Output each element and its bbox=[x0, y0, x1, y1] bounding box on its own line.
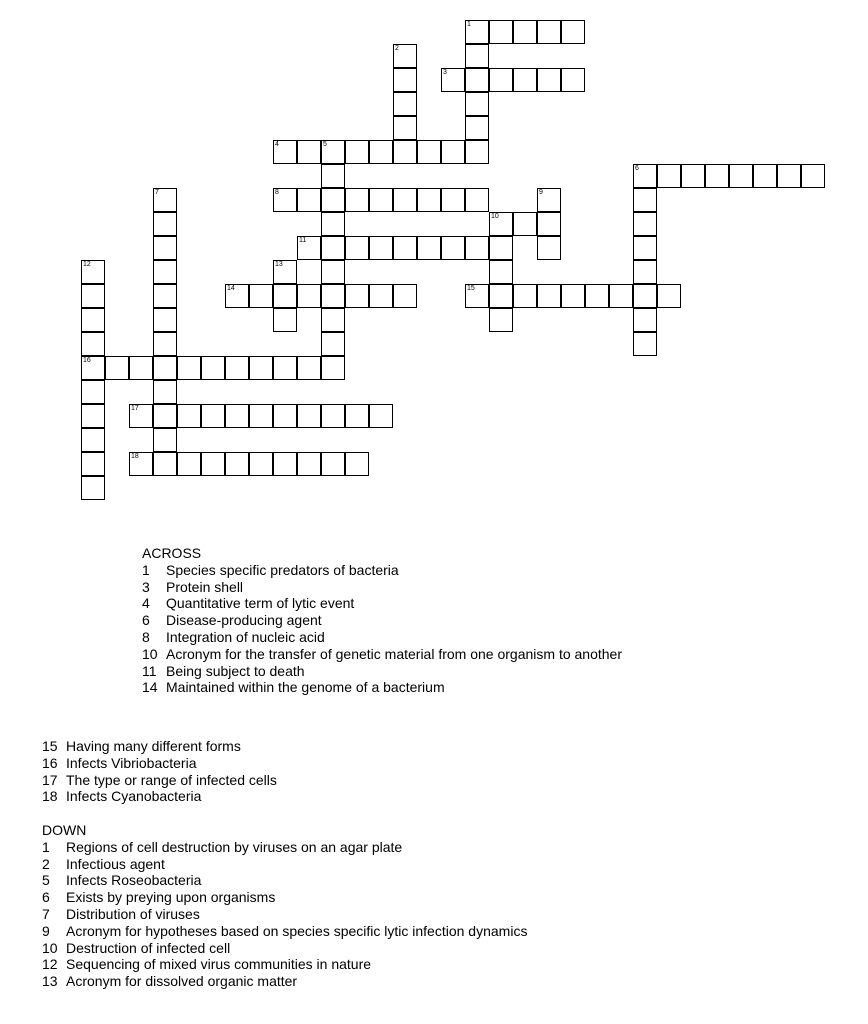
grid-cell[interactable] bbox=[657, 164, 681, 188]
across-clues-block bbox=[142, 545, 622, 696]
clue-number-label: 13 bbox=[275, 261, 283, 268]
grid-cell[interactable] bbox=[465, 284, 489, 308]
clue-number-label: 2 bbox=[395, 45, 399, 52]
down-clue-5 bbox=[42, 872, 527, 889]
clue-text: Sequencing of mixed virus communities in nature bbox=[66, 956, 372, 973]
grid-cell[interactable] bbox=[321, 452, 345, 476]
across-clue-14 bbox=[142, 679, 622, 696]
across-clue-18 bbox=[42, 788, 277, 805]
grid-cell[interactable] bbox=[681, 164, 705, 188]
across-clue-list-continued bbox=[42, 738, 277, 805]
grid-cell[interactable] bbox=[489, 308, 513, 332]
grid-cell[interactable] bbox=[561, 20, 585, 44]
clue-text: Species specific predators of bacteria bbox=[166, 561, 399, 578]
grid-cell[interactable] bbox=[441, 188, 465, 212]
grid-cell[interactable] bbox=[393, 140, 417, 164]
grid-cell[interactable] bbox=[489, 20, 513, 44]
grid-cell[interactable] bbox=[345, 452, 369, 476]
across-clue-list bbox=[142, 562, 622, 696]
grid-cell[interactable] bbox=[441, 236, 465, 260]
down-clue-7 bbox=[42, 906, 527, 923]
across-clue-16 bbox=[42, 755, 277, 772]
grid-cell[interactable] bbox=[513, 68, 537, 92]
down-clue-2 bbox=[42, 856, 527, 873]
grid-cell[interactable] bbox=[273, 140, 297, 164]
grid-cell[interactable] bbox=[633, 332, 657, 356]
clue-number-label: 18 bbox=[131, 453, 139, 460]
clue-number: 18 bbox=[42, 788, 58, 805]
grid-cell[interactable] bbox=[393, 68, 417, 92]
grid-cell[interactable] bbox=[489, 68, 513, 92]
grid-cell[interactable] bbox=[489, 260, 513, 284]
clue-number: 17 bbox=[42, 771, 58, 788]
grid-cell[interactable] bbox=[465, 188, 489, 212]
clue-number-label: 3 bbox=[443, 69, 447, 76]
clue-number: 3 bbox=[142, 578, 150, 595]
grid-cell[interactable] bbox=[297, 236, 321, 260]
clue-number: 9 bbox=[42, 922, 50, 939]
grid-cell[interactable] bbox=[321, 140, 345, 164]
grid-cell[interactable] bbox=[777, 164, 801, 188]
grid-cell[interactable] bbox=[345, 284, 369, 308]
clue-text: Infectious agent bbox=[66, 855, 165, 872]
grid-cell[interactable] bbox=[585, 284, 609, 308]
grid-cell[interactable] bbox=[81, 428, 105, 452]
clue-number: 2 bbox=[42, 855, 50, 872]
grid-cell[interactable] bbox=[201, 356, 225, 380]
grid-cell[interactable] bbox=[489, 236, 513, 260]
down-clue-1 bbox=[42, 839, 527, 856]
grid-cell[interactable] bbox=[321, 284, 345, 308]
grid-cell[interactable] bbox=[297, 356, 321, 380]
grid-cell[interactable] bbox=[129, 452, 153, 476]
grid-cell[interactable] bbox=[321, 164, 345, 188]
grid-cell[interactable] bbox=[753, 164, 777, 188]
grid-cell[interactable] bbox=[321, 188, 345, 212]
grid-cell[interactable] bbox=[321, 356, 345, 380]
grid-cell[interactable] bbox=[129, 404, 153, 428]
across-clue-3 bbox=[142, 579, 622, 596]
grid-cell[interactable] bbox=[441, 140, 465, 164]
grid-cell[interactable] bbox=[153, 236, 177, 260]
down-clue-12 bbox=[42, 956, 527, 973]
across-clue-17 bbox=[42, 772, 277, 789]
grid-cell[interactable] bbox=[393, 116, 417, 140]
grid-cell[interactable] bbox=[273, 284, 297, 308]
grid-cell[interactable] bbox=[801, 164, 825, 188]
grid-cell[interactable] bbox=[369, 404, 393, 428]
clue-number-label: 10 bbox=[491, 213, 499, 220]
grid-cell[interactable] bbox=[417, 188, 441, 212]
grid-cell[interactable] bbox=[369, 140, 393, 164]
grid-cell[interactable] bbox=[393, 188, 417, 212]
grid-cell[interactable] bbox=[633, 260, 657, 284]
grid-cell[interactable] bbox=[273, 260, 297, 284]
clue-number: 7 bbox=[42, 905, 50, 922]
across-clue-15 bbox=[42, 738, 277, 755]
grid-cell[interactable] bbox=[705, 164, 729, 188]
clue-number-label: 16 bbox=[83, 357, 91, 364]
clue-text: Regions of cell destruction by viruses on an agar plate bbox=[66, 838, 403, 855]
clue-text: Exists by preying upon organisms bbox=[66, 889, 276, 906]
grid-cell[interactable] bbox=[225, 452, 249, 476]
grid-cell[interactable] bbox=[345, 404, 369, 428]
grid-cell[interactable] bbox=[537, 20, 561, 44]
grid-cell[interactable] bbox=[177, 452, 201, 476]
grid-cell[interactable] bbox=[81, 356, 105, 380]
clue-number-label: 17 bbox=[131, 405, 139, 412]
grid-cell[interactable] bbox=[393, 236, 417, 260]
grid-cell[interactable] bbox=[273, 452, 297, 476]
grid-cell[interactable] bbox=[417, 236, 441, 260]
grid-cell[interactable] bbox=[297, 404, 321, 428]
grid-cell[interactable] bbox=[393, 284, 417, 308]
clue-text: Acronym for hypotheses based on species specific lytic infection dynamics bbox=[66, 922, 528, 939]
grid-cell[interactable] bbox=[201, 404, 225, 428]
grid-cell[interactable] bbox=[321, 308, 345, 332]
grid-cell[interactable] bbox=[81, 284, 105, 308]
grid-cell[interactable] bbox=[297, 452, 321, 476]
clue-number: 1 bbox=[42, 838, 50, 855]
grid-cell[interactable] bbox=[537, 236, 561, 260]
grid-cell[interactable] bbox=[489, 212, 513, 236]
grid-cell[interactable] bbox=[81, 332, 105, 356]
clue-number-label: 5 bbox=[323, 141, 327, 148]
grid-cell[interactable] bbox=[537, 188, 561, 212]
grid-cell[interactable] bbox=[105, 356, 129, 380]
clue-text: Integration of nucleic acid bbox=[166, 628, 325, 645]
grid-cell[interactable] bbox=[153, 308, 177, 332]
grid-cell[interactable] bbox=[489, 284, 513, 308]
across-clue-8 bbox=[142, 629, 622, 646]
grid-cell[interactable] bbox=[249, 452, 273, 476]
grid-cell[interactable] bbox=[81, 452, 105, 476]
grid-cell[interactable] bbox=[321, 404, 345, 428]
grid-cell[interactable] bbox=[633, 212, 657, 236]
grid-cell[interactable] bbox=[153, 404, 177, 428]
clue-number: 10 bbox=[142, 645, 158, 662]
down-clue-10 bbox=[42, 940, 527, 957]
grid-cell[interactable] bbox=[249, 404, 273, 428]
clue-number: 10 bbox=[42, 939, 58, 956]
clue-text: Disease-producing agent bbox=[166, 612, 322, 629]
grid-cell[interactable] bbox=[273, 308, 297, 332]
grid-cell[interactable] bbox=[321, 236, 345, 260]
grid-cell[interactable] bbox=[297, 284, 321, 308]
grid-cell[interactable] bbox=[465, 116, 489, 140]
clue-number: 6 bbox=[42, 889, 50, 906]
clue-text: Destruction of infected cell bbox=[66, 939, 231, 956]
across-clues-continued bbox=[42, 738, 277, 805]
grid-cell[interactable] bbox=[321, 332, 345, 356]
clue-number: 8 bbox=[142, 628, 150, 645]
grid-cell[interactable] bbox=[537, 212, 561, 236]
clue-number-label: 4 bbox=[275, 141, 279, 148]
clue-number-label: 7 bbox=[155, 189, 159, 196]
grid-cell[interactable] bbox=[153, 212, 177, 236]
grid-cell[interactable] bbox=[225, 356, 249, 380]
grid-cell[interactable] bbox=[81, 404, 105, 428]
clue-number: 11 bbox=[142, 662, 157, 679]
grid-cell[interactable] bbox=[153, 356, 177, 380]
grid-cell[interactable] bbox=[153, 284, 177, 308]
grid-cell[interactable] bbox=[633, 236, 657, 260]
grid-cell[interactable] bbox=[81, 308, 105, 332]
clue-text: Infects Vibriobacteria bbox=[66, 754, 197, 771]
grid-cell[interactable] bbox=[369, 284, 393, 308]
grid-cell[interactable] bbox=[153, 428, 177, 452]
grid-cell[interactable] bbox=[537, 68, 561, 92]
grid-cell[interactable] bbox=[393, 92, 417, 116]
clue-number-label: 6 bbox=[635, 165, 639, 172]
grid-cell[interactable] bbox=[369, 188, 393, 212]
grid-cell[interactable] bbox=[297, 188, 321, 212]
across-heading: ACROSS bbox=[142, 545, 202, 561]
clue-number: 4 bbox=[142, 595, 150, 612]
grid-cell[interactable] bbox=[345, 140, 369, 164]
grid-cell[interactable] bbox=[273, 356, 297, 380]
clue-text: Being subject to death bbox=[166, 662, 305, 679]
clue-number: 14 bbox=[142, 679, 158, 696]
clue-number: 16 bbox=[42, 754, 58, 771]
grid-cell[interactable] bbox=[465, 44, 489, 68]
clue-number-label: 11 bbox=[299, 237, 307, 244]
grid-cell[interactable] bbox=[609, 284, 633, 308]
grid-cell[interactable] bbox=[465, 20, 489, 44]
down-clue-list bbox=[42, 839, 527, 990]
grid-cell[interactable] bbox=[441, 68, 465, 92]
grid-cell[interactable] bbox=[417, 140, 441, 164]
clue-text: The type or range of infected cells bbox=[66, 771, 277, 788]
grid-cell[interactable] bbox=[249, 356, 273, 380]
clue-text: Protein shell bbox=[166, 578, 244, 595]
clue-text: Distribution of viruses bbox=[66, 905, 200, 922]
grid-cell[interactable] bbox=[177, 356, 201, 380]
clue-number-label: 1 bbox=[467, 21, 471, 28]
grid-cell[interactable] bbox=[633, 308, 657, 332]
grid-cell[interactable] bbox=[465, 92, 489, 116]
across-clue-4 bbox=[142, 595, 622, 612]
grid-cell[interactable] bbox=[561, 284, 585, 308]
down-clues-block bbox=[42, 822, 527, 990]
grid-cell[interactable] bbox=[225, 404, 249, 428]
grid-cell[interactable] bbox=[225, 284, 249, 308]
clue-text: Infects Cyanobacteria bbox=[66, 788, 202, 805]
grid-cell[interactable] bbox=[153, 452, 177, 476]
grid-cell[interactable] bbox=[465, 68, 489, 92]
clue-text: Having many different forms bbox=[66, 738, 241, 754]
clue-text: Acronym for the transfer of genetic material from one organism to another bbox=[166, 645, 622, 662]
grid-cell[interactable] bbox=[297, 140, 321, 164]
grid-cell[interactable] bbox=[273, 404, 297, 428]
clue-number: 12 bbox=[42, 956, 58, 973]
grid-cell[interactable] bbox=[81, 476, 105, 500]
grid-cell[interactable] bbox=[249, 284, 273, 308]
grid-cell[interactable] bbox=[729, 164, 753, 188]
clue-text: Quantitative term of lytic event bbox=[166, 595, 355, 612]
clue-number: 6 bbox=[142, 612, 150, 629]
clue-number: 1 bbox=[142, 561, 150, 578]
grid-cell[interactable] bbox=[153, 188, 177, 212]
clue-text: Acronym for dissolved organic matter bbox=[66, 973, 298, 990]
grid-cell[interactable] bbox=[177, 404, 201, 428]
grid-cell[interactable] bbox=[201, 452, 225, 476]
clue-number-label: 15 bbox=[467, 285, 475, 292]
grid-cell[interactable] bbox=[633, 284, 657, 308]
grid-cell[interactable] bbox=[345, 188, 369, 212]
clue-number-label: 8 bbox=[275, 189, 279, 196]
grid-cell[interactable] bbox=[537, 284, 561, 308]
clue-number: 5 bbox=[42, 872, 50, 889]
grid-cell[interactable] bbox=[81, 260, 105, 284]
clue-text: Maintained within the genome of a bacterium bbox=[166, 679, 445, 696]
grid-cell[interactable] bbox=[369, 236, 393, 260]
across-clue-11 bbox=[142, 663, 622, 680]
grid-cell[interactable] bbox=[465, 236, 489, 260]
clue-number: 13 bbox=[42, 973, 58, 990]
grid-cell[interactable] bbox=[153, 332, 177, 356]
clue-number-label: 12 bbox=[83, 261, 91, 268]
grid-cell[interactable] bbox=[561, 68, 585, 92]
clue-number-label: 9 bbox=[539, 189, 543, 196]
grid-cell[interactable] bbox=[321, 260, 345, 284]
grid-cell[interactable] bbox=[513, 212, 537, 236]
grid-cell[interactable] bbox=[321, 212, 345, 236]
clue-text: Infects Roseobacteria bbox=[66, 872, 202, 889]
grid-cell[interactable] bbox=[393, 44, 417, 68]
grid-cell[interactable] bbox=[513, 284, 537, 308]
down-clue-9 bbox=[42, 923, 527, 940]
across-clue-1 bbox=[142, 562, 622, 579]
grid-cell[interactable] bbox=[129, 356, 153, 380]
grid-cell[interactable] bbox=[273, 188, 297, 212]
grid-cell[interactable] bbox=[633, 164, 657, 188]
down-heading: DOWN bbox=[42, 822, 87, 838]
across-clue-6 bbox=[142, 612, 622, 629]
clue-number-label: 14 bbox=[227, 285, 235, 292]
clue-number: 15 bbox=[42, 738, 58, 754]
grid-cell[interactable] bbox=[81, 380, 105, 404]
grid-cell[interactable] bbox=[345, 236, 369, 260]
grid-cell[interactable] bbox=[153, 260, 177, 284]
grid-cell[interactable] bbox=[465, 140, 489, 164]
grid-cell[interactable] bbox=[657, 284, 681, 308]
across-clue-10 bbox=[142, 646, 622, 663]
grid-cell[interactable] bbox=[153, 380, 177, 404]
down-clue-13 bbox=[42, 973, 527, 990]
grid-cell[interactable] bbox=[633, 188, 657, 212]
grid-cell[interactable] bbox=[513, 20, 537, 44]
down-clue-6 bbox=[42, 889, 527, 906]
